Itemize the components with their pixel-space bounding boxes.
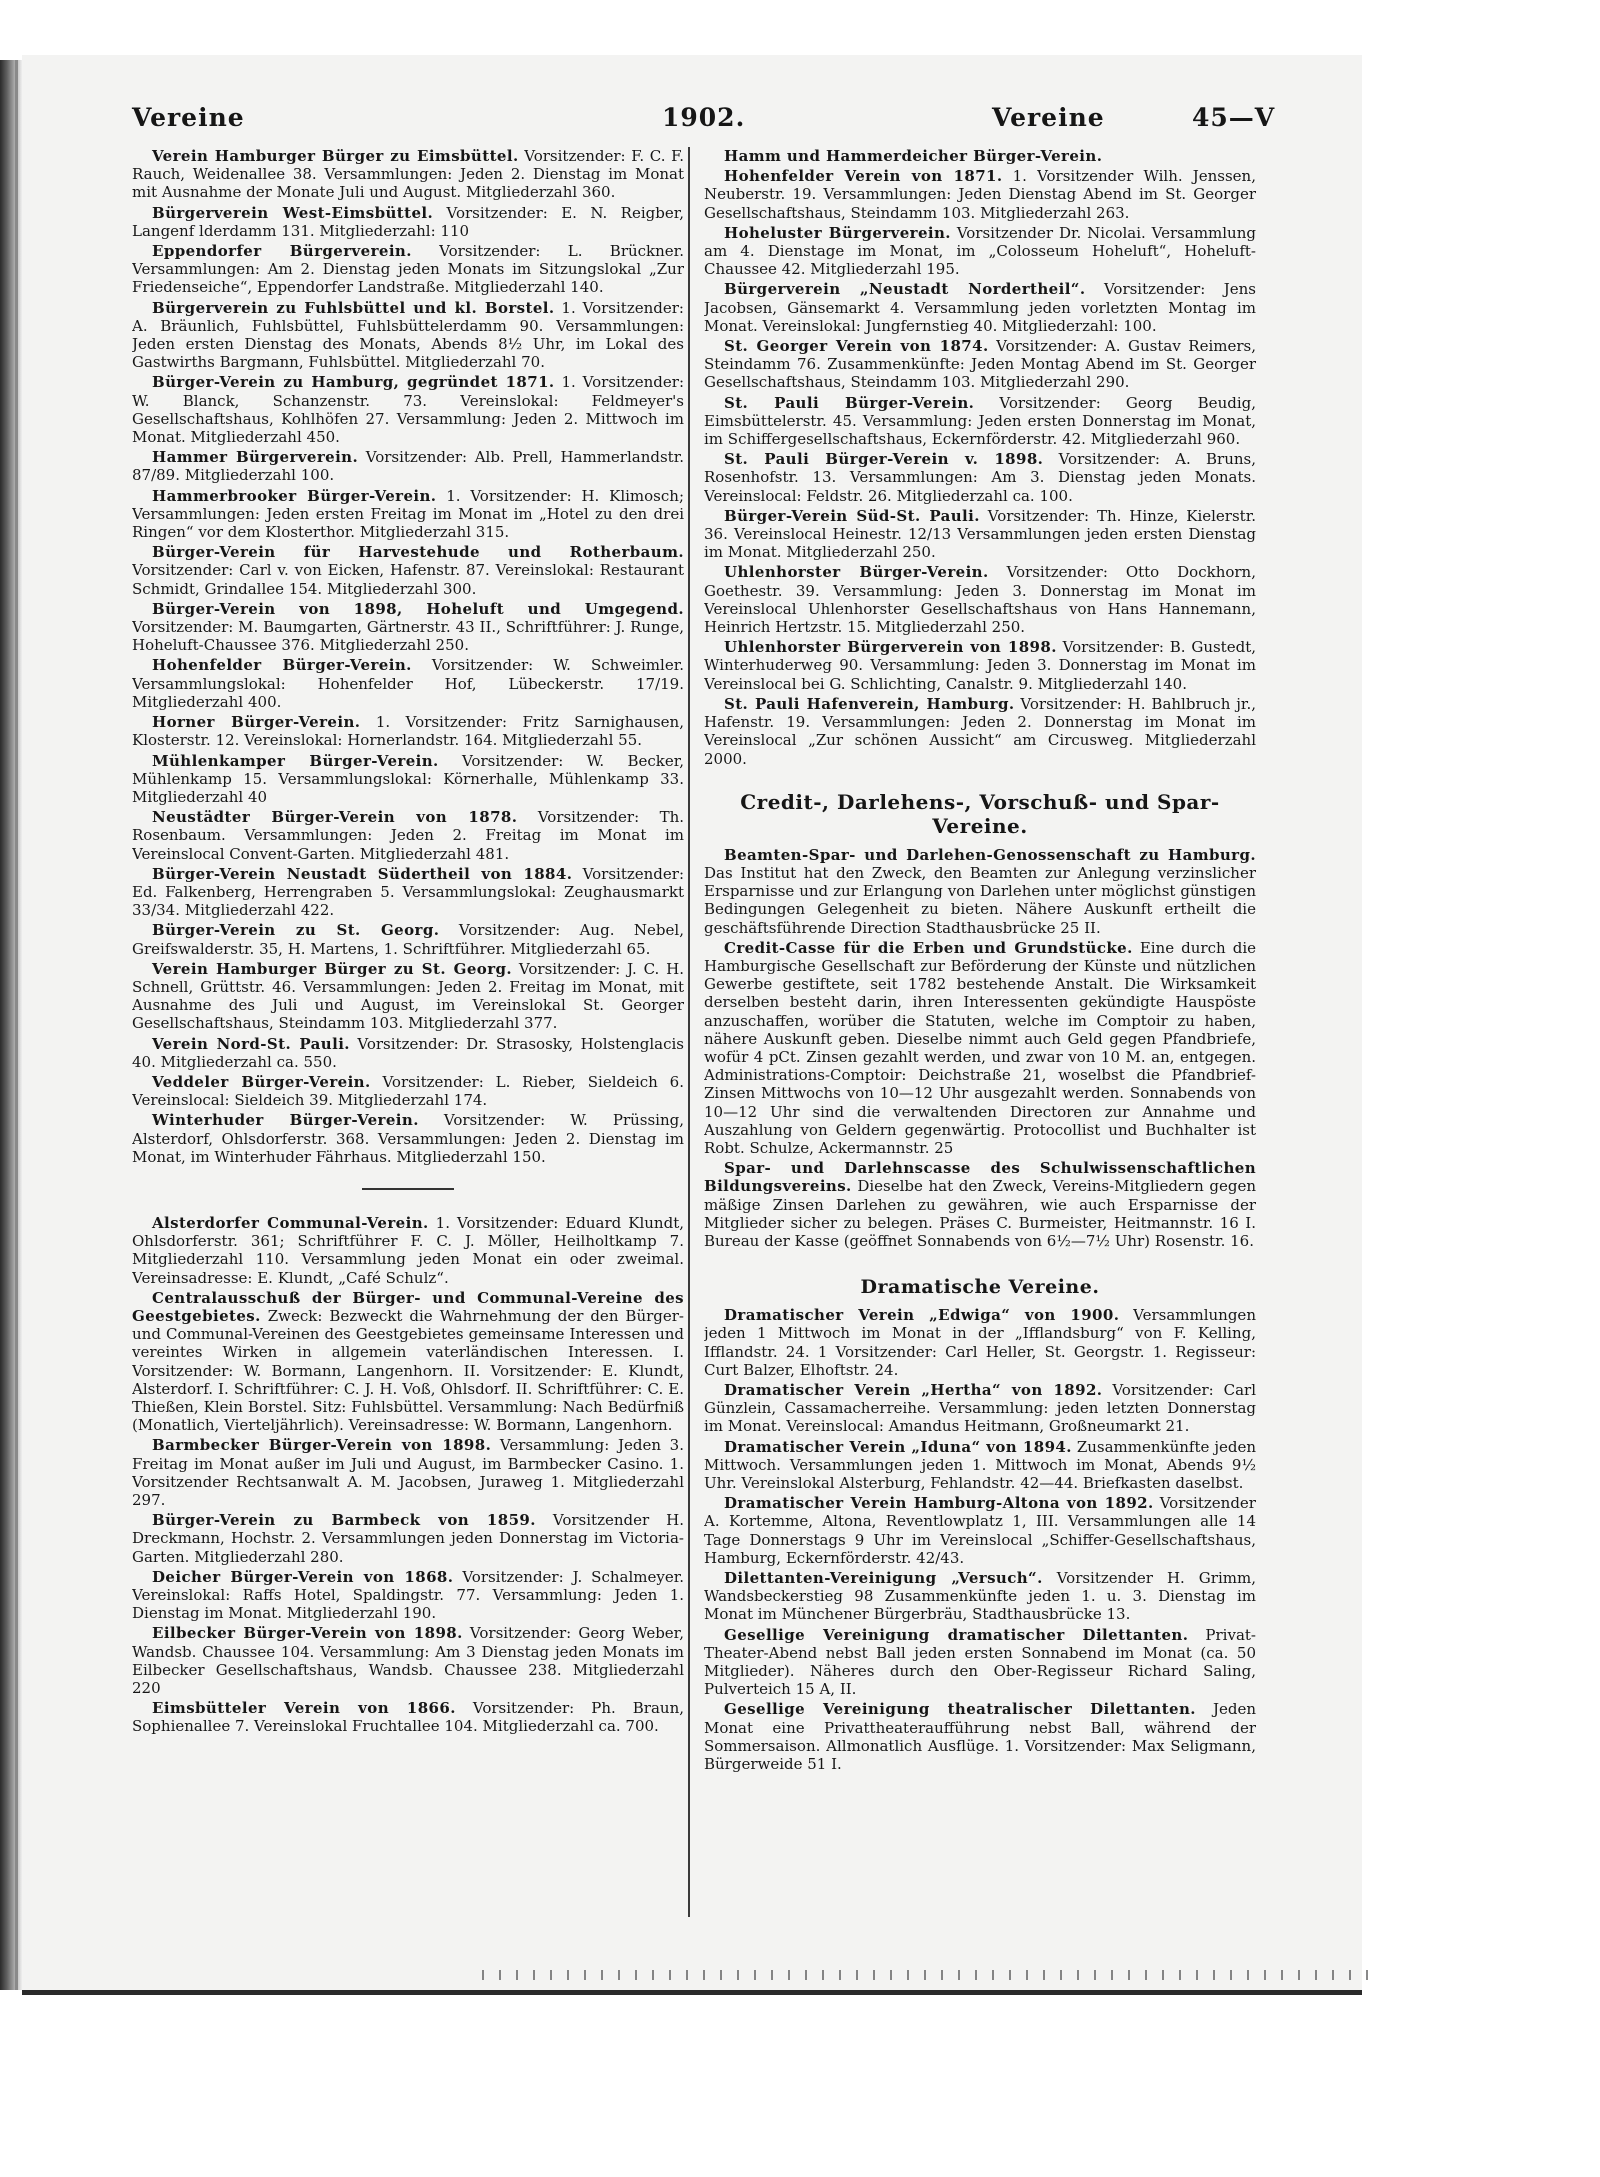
association-entry: [704, 563, 1256, 636]
association-entry: [704, 1159, 1256, 1250]
association-entry: [132, 960, 684, 1033]
right-column: [704, 147, 1256, 1937]
association-entry: [132, 1035, 684, 1071]
association-details: Vorsitzender H. Dreckmann, Hochstr. 2. Versammlungen jeden Donnerstag im Victoria-Garten. Mitgliederzahl 280.: [132, 1511, 684, 1566]
association-entry: [704, 1626, 1256, 1699]
association-details: Vorsitzender A. Kortemme, Altona, Reventlowplatz 1, III. Versammlungen alle 14 Tage Donnerstags 9 Uhr im Vereinslocal „Schiffer-Gesellschaftshaus, Hamburg, Eckernförderstr. 42/43.: [704, 1494, 1256, 1567]
association-details: Vorsitzender: F. C. F. Rauch, Weidenallee 38. Versammlungen: Jeden 2. Dienstag im Monat mit Ausnahme der Monate Juli und August. Mitgliederzahl 360.: [132, 147, 684, 202]
association-details: Vorsitzender: Carl Günzlein, Cassamacherreihe. Versammlung: jeden letzten Donnerstag im Monat. Vereinslocal: Amandus Heitmann, Großneumarkt 21.: [704, 1380, 1256, 1436]
association-name: Bürgerverein zu Fuhlsbüttel und kl. Borstel.: [152, 298, 555, 317]
association-entry: [132, 1214, 684, 1287]
association-name: Barmbecker Bürger-Verein von 1898.: [152, 1436, 492, 1455]
association-entry: [132, 600, 684, 655]
association-name: Hohenfelder Verein von 1871.: [724, 167, 1003, 186]
association-name: Bürgerverein „Neustadt Nordertheil“.: [724, 280, 1086, 299]
association-name: Bürger-Verein zu Barmbeck von 1859.: [152, 1511, 536, 1530]
buergervereine-list-left: [132, 147, 684, 1166]
association-details: Versammlungen jeden 1 Mittwoch im Monat in der „Ifflandsburg“ von F. Kelling, Ifflandstr. 24. 1 Vorsitzender: Carl Heller, St. Georgstr. 1. Regisseur: Curt Balzer, Elhoftstr. 24.: [704, 1306, 1256, 1379]
association-name: Hammer Bürgerverein.: [152, 448, 359, 467]
association-entry: [704, 394, 1256, 449]
association-details: Vorsitzender: Otto Dockhorn, Goethestr. 39. Versammlung: Jeden 3. Donnerstag im Monat im Vereinslocal Uhlenhorster Gesellschaftshaus von Hans Hannemann, Heinrich Hertzstr. 15. Mitgliederzahl 250.: [704, 563, 1256, 637]
association-details: Vorsitzender: W. Becker, Mühlenkamp 15. Versammlungslokal: Körnerhalle, Mühlenkamp 33. Mitgliederzahl 40: [132, 751, 684, 806]
association-entry: [704, 224, 1256, 279]
credit-section-title: Credit-, Darlehens-, Vorschuß- und Spar-Vereine.: [740, 789, 1220, 838]
association-entry: [132, 487, 684, 542]
header-right-title: Vereine: [992, 103, 1105, 132]
association-details: Vorsitzender: J. Schalmeyer. Vereinslokal: Raffs Hotel, Spaldingstr. 77. Versammlung: Jeden 1. Dienstag im Monat. Mitgliederzahl 190.: [132, 1567, 684, 1623]
association-entry: [132, 656, 684, 711]
association-name: Eppendorfer Bürgerverein.: [152, 242, 412, 261]
association-name: Bürger-Verein Neustadt Südertheil von 1884.: [152, 864, 573, 883]
association-entry: [704, 147, 1256, 165]
association-details: Zweck: Bezweckt die Wahrnehmung der den Bürger- und Communal-Vereinen des Geestgebietes gemeinsame Interessen und vereintes Wirken in allgemein vaterländischen Interessen. I. Vorsitzender: W. Bormann, Langenhorn. II. Vorsitzender: E. Klundt, Alsterdorf. I. Schriftführer: C. J. H. Voß, Ohlsdorf. II. Schriftführer: C. E. Thießen, Klein Borstel. Sitz: Fuhlsbüttel. Versammlung: Nach Bedürfniß (Monatlich, Vierteljährlich). Vereinsadresse: W. Bormann, Langenhorn.: [132, 1306, 684, 1435]
association-details: Vorsitzender: H. Bahlbruch jr., Hafenstr. 19. Versammlungen: Jeden 2. Donnerstag im Monat im Vereinslocal „Zur schönen Aussicht“ am Circusweg. Mitgliederzahl 2000.: [704, 694, 1256, 768]
association-name: Bürgerverein West-Eimsbüttel.: [152, 203, 434, 222]
association-name: Hoheluster Bürgerverein.: [724, 223, 951, 242]
association-name: Dramatischer Verein „Edwiga“ von 1900.: [724, 1306, 1120, 1325]
association-entry: [704, 695, 1256, 768]
association-details: Vorsitzender: Carl v. von Eicken, Hafenstr. 87. Vereinslokal: Restaurant Schmidt, Grindallee 154. Mitgliederzahl 300.: [132, 561, 684, 598]
association-name: Uhlenhorster Bürgerverein von 1898.: [724, 638, 1057, 657]
association-details: Vorsitzender: Georg Weber, Wandsb. Chaussee 104. Versammlung: Am 3 Dienstag jeden Monats im Eilbecker Gesellschaftshaus, Wandsb. Chaussee 238. Mitgliederzahl 220: [132, 1624, 684, 1698]
association-entry: [704, 939, 1256, 1157]
association-name: Bürger-Verein für Harvestehude und Rotherbaum.: [152, 543, 684, 562]
association-name: Bürger-Verein Süd-St. Pauli.: [724, 506, 980, 525]
association-entry: [132, 543, 684, 598]
association-details: Eine durch die Hamburgische Gesellschaft zur Beförderung der Künste und nützlichen Gewerbe gestiftete, seit 1782 bestehende Anstalt. Die Wirksamkeit derselben besteht darin, ihren Interessenten gekündigte Hauspöste anzuschaffen, worüber die Statuten, welche im Comptoir zu haben, nähere Auskunft geben. Dieselbe nimmt auch Geld gegen Pfandbriefe, wofür 4 pCt. Zinsen gezahlt werden, und zwar von 10 M. an, entgegen. Administrations-Comptoir: Deichstraße 21, woselbst die Pfandbrief-Zinsen Mittwochs von 10—12 Uhr ausgezahlt werden. Sonnabends von 10—12 Uhr sind die verwaltenden Directoren zur Annahme und Auszahlung von Geldern gegenwärtig. Protocollist und Buchhalter ist Robt. Schulze, Ackermannstr. 25: [704, 938, 1256, 1157]
association-name: Mühlenkamper Bürger-Verein.: [152, 751, 439, 770]
association-entry: [704, 1569, 1256, 1624]
association-name: Deicher Bürger-Verein von 1868.: [152, 1567, 454, 1586]
association-name: Verein Hamburger Bürger zu St. Georg.: [152, 959, 513, 978]
association-details: 1. Vorsitzender: Eduard Klundt, Ohlsdorferstr. 361; Schriftführer F. C. J. Möller, Heilholtkamp 7. Mitgliederzahl 110. Versammlung jeden Monat ein oder zweimal. Vereinsadresse: E. Klundt, „Café Schulz“.: [132, 1213, 684, 1287]
association-name: Dilettanten-Vereinigung „Versuch“.: [724, 1569, 1043, 1588]
association-entry: [704, 638, 1256, 693]
association-entry: [132, 1624, 684, 1697]
association-name: Gesellige Vereinigung dramatischer Dilettanten.: [724, 1625, 1189, 1644]
association-details: Vorsitzender: Jens Jacobsen, Gänsemarkt 4. Versammlung jeden vorletzten Montag im Monat. Vereinslokal: Jungfernstieg 40. Mitgliederzahl: 100.: [704, 280, 1256, 335]
header-page-number: 45—V: [1192, 103, 1276, 132]
association-entry: [704, 507, 1256, 562]
association-details: Vorsitzender Dr. Nicolai. Versammlung am 4. Dienstage im Monat, im „Colosseum Hoheluft“, Hoheluft-Chaussee 42. Mitgliederzahl 195.: [704, 223, 1256, 279]
header-year: 1902.: [662, 103, 746, 132]
association-details: Vorsitzender: M. Baumgarten, Gärtnerstr. 43 II., Schriftführer: J. Runge, Hoheluft-Chaussee 376. Mitgliederzahl 250.: [132, 618, 684, 655]
association-entry: [132, 865, 684, 920]
association-entry: [704, 846, 1256, 937]
association-name: Centralausschuß der Bürger- und Communal-Vereine des Geestgebietes.: [132, 1288, 684, 1325]
association-name: St. Georger Verein von 1874.: [724, 337, 989, 356]
association-name: Eimsbütteler Verein von 1866.: [152, 1699, 456, 1718]
section-separator: [362, 1188, 454, 1190]
association-entry: [132, 1073, 684, 1109]
association-details: Das Institut hat den Zweck, den Beamten zur Anlegung verzinslicher Ersparnisse und zur Erlangung von Darlehen unter möglichst günstigen Bedingungen Gelegenheit zu bieten. Nähere Auskunft ertheilt die geschäftsführende Direction Stadthausbrücke 25 II.: [704, 863, 1256, 937]
association-name: Credit-Casse für die Erben und Grundstücke.: [724, 938, 1133, 957]
association-name: St. Pauli Bürger-Verein.: [724, 393, 975, 412]
association-details: Vorsitzender: Alb. Prell, Hammerlandstr. 87/89. Mitgliederzahl 100.: [132, 448, 684, 485]
association-entry: [132, 242, 684, 297]
association-entry: [132, 1699, 684, 1735]
association-name: Alsterdorfer Communal-Verein.: [152, 1213, 429, 1232]
association-entry: [132, 713, 684, 749]
association-entry: [132, 373, 684, 446]
association-details: Vorsitzender: Th. Rosenbaum. Versammlungen: Jeden 2. Freitag im Monat im Vereinslocal Convent-Garten. Mitgliederzahl 481.: [132, 808, 684, 863]
buergervereine-list-right: [704, 147, 1256, 768]
association-entry: [132, 1568, 684, 1623]
association-details: Vorsitzender: Ed. Falkenberg, Herrengraben 5. Versammlungslokal: Zeughausmarkt 33/34. Mitgliederzahl 422.: [132, 864, 684, 920]
column-divider: [688, 147, 690, 1917]
association-details: Vorsitzender: Ph. Braun, Sophienallee 7. Vereinslokal Fruchtallee 104. Mitgliederzahl ca. 700.: [132, 1699, 684, 1736]
association-details: Vorsitzender: Aug. Nebel, Greifswalderstr. 35, H. Martens, 1. Schriftführer. Mitgliederzahl 65.: [132, 921, 684, 958]
association-name: St. Pauli Bürger-Verein v. 1898.: [724, 450, 1044, 469]
credit-list: [704, 846, 1256, 1250]
association-details: 1. Vorsitzender: H. Klimosch; Versammlungen: Jeden ersten Freitag im Monat im „Hotel zu den drei Ringen“ vor dem Klosterthor. Mitgliederzahl 315.: [132, 486, 684, 542]
association-details: Dieselbe hat den Zweck, Vereins-Mitgliedern gegen mäßige Zinsen Darlehen zu gewähren, wie auch Ersparnisse der Mitglieder sicher zu belegen. Präses C. Burmeister, Heitmannstr. 16 I. Bureau der Kasse (geöffnet Sonnabends von 6½—7½ Uhr) Rosenstr. 16.: [704, 1177, 1256, 1250]
drama-list: [704, 1306, 1256, 1773]
association-details: Jeden Monat eine Privattheateraufführung nebst Ball, während der Sommersaison. Allmonatlich Ausflüge. 1. Vorsitzender: Max Seligmann, Bürgerweide 51 I.: [704, 1700, 1256, 1774]
association-entry: [132, 1511, 684, 1566]
left-column: [132, 147, 684, 1937]
association-name: Dramatischer Verein „Hertha“ von 1892.: [724, 1380, 1103, 1399]
association-entry: [704, 1306, 1256, 1379]
association-entry: [132, 1436, 684, 1509]
association-details: Vorsitzender: E. N. Reigber, Langenf lderdamm 131. Mitgliederzahl: 110: [132, 203, 684, 240]
association-entry: [132, 147, 684, 202]
association-details: Vorsitzender: W. Prüssing, Alsterdorf, Ohlsdorferstr. 368. Versammlungen: Jeden 2. Dienstag im Monat, im Winterhuder Fährhaus. Mitgliederzahl 150.: [132, 1111, 684, 1166]
association-name: Dramatischer Verein „Iduna“ von 1894.: [724, 1437, 1072, 1456]
association-details: Vorsitzender: W. Schweimler. Versammlungslokal: Hohenfelder Hof, Lübeckerstr. 17/19. Mitgliederzahl 400.: [132, 656, 684, 711]
association-details: 1. Vorsitzender: Fritz Sarnighausen, Klosterstr. 12. Vereinslokal: Hornerlandstr. 164. Mitgliederzahl 55.: [132, 713, 684, 750]
association-entry: [704, 280, 1256, 335]
association-name: Uhlenhorster Bürger-Verein.: [724, 563, 989, 582]
association-name: Verein Hamburger Bürger zu Eimsbüttel.: [152, 147, 519, 165]
association-entry: [132, 1289, 684, 1435]
association-details: Vorsitzender: Georg Beudig, Eimsbüttelerstr. 45. Versammlung: Jeden ersten Donnerstag im Monat, im Schiffergesellschaftshaus, Eckernförderstr. 42. Mitgliederzahl 960.: [704, 393, 1256, 449]
association-details: Zusammenkünfte jeden Mittwoch. Versammlungen jeden 1. Mittwoch im Monat, Abends 9½ Uhr. Vereinslokal Alsterburg, Fehlandstr. 42—44. Briefkasten daselbst.: [704, 1437, 1256, 1492]
association-details: Vorsitzender: L. Brückner. Versammlungen: Am 2. Dienstag jeden Monats im Sitzungslokal „Zur Friedenseiche“, Eppendorfer Landstraße. Mitgliederzahl 140.: [132, 242, 684, 297]
association-details: 1. Vorsitzender: W. Blanck, Schanzenstr. 73. Vereinslokal: Feldmeyer's Gesellschaftshaus, Kohlhöfen 27. Versammlung: Jeden 2. Mittwoch im Monat. Mitgliederzahl 450.: [132, 373, 684, 447]
association-entry: [132, 448, 684, 484]
association-details: Vorsitzender: Th. Hinze, Kielerstr. 36. Vereinslocal Heinestr. 12/13 Versammlungen jeden ersten Dienstag im Monat. Mitgliederzahl 250.: [704, 506, 1256, 562]
association-name: Hohenfelder Bürger-Verein.: [152, 656, 412, 675]
running-header: [132, 103, 1276, 143]
association-entry: [704, 337, 1256, 392]
scan-edge-ticks: [482, 1970, 1382, 1980]
association-entry: [132, 204, 684, 240]
association-details: Vorsitzender H. Grimm, Wandsbeckerstieg 98 Zusammenkünfte jeden 1. u. 3. Dienstag im Monat im Münchener Bürgerbräu, Stadthausbrücke 13.: [704, 1569, 1256, 1624]
association-name: Beamten-Spar- und Darlehen-Genossenschaft zu Hamburg.: [724, 845, 1256, 864]
association-entry: [704, 1494, 1256, 1567]
association-name: Dramatischer Verein Hamburg-Altona von 1892.: [724, 1494, 1154, 1513]
communalvereine-list: [132, 1214, 684, 1736]
association-entry: [704, 1381, 1256, 1436]
association-name: Horner Bürger-Verein.: [152, 713, 361, 732]
association-details: Vorsitzender: Dr. Strasosky, Holstenglacis 40. Mitgliederzahl ca. 550.: [132, 1034, 684, 1071]
association-details: Privat-Theater-Abend nebst Ball jeden ersten Sonnabend im Monat (ca. 50 Mitglieder). Näheres durch den Ober-Regisseur Richard Saling, Pulverteich 15 A, II.: [704, 1625, 1256, 1699]
association-name: Bürger-Verein von 1898, Hoheluft und Umgegend.: [152, 599, 684, 618]
association-name: Spar- und Darlehnscasse des Schulwissenschaftlichen Bildungsvereins.: [704, 1159, 1256, 1196]
drama-section-title: Dramatische Vereine.: [860, 1276, 1100, 1299]
association-details: 1. Vorsitzender: A. Bräunlich, Fuhlsbüttel, Fuhlsbüttelerdamm 90. Versammlungen: Jeden ersten Dienstag des Monats, Abends 8½ Uhr, im Lokal des Gastwirths Bargmann, Fuhlsbüttel. Mitgliederzahl 70.: [132, 298, 684, 372]
association-entry: [704, 1438, 1256, 1493]
scan-binding-edge: [0, 60, 22, 1990]
association-name: Gesellige Vereinigung theatralischer Dilettanten.: [724, 1700, 1196, 1719]
association-name: St. Pauli Hafenverein, Hamburg.: [724, 694, 1015, 713]
association-details: 1. Vorsitzender Wilh. Jenssen, Neuberstr. 19. Versammlungen: Jeden Dienstag Abend im St. Georger Gesellschaftshaus, Steindamm 103. Mitgliederzahl 263.: [704, 167, 1256, 222]
association-name: Veddeler Bürger-Verein.: [152, 1072, 371, 1091]
association-name: Bürger-Verein zu Hamburg, gegründet 1871.: [152, 373, 555, 392]
association-entry: [704, 450, 1256, 505]
association-entry: [132, 299, 684, 372]
association-name: Verein Nord-St. Pauli.: [152, 1034, 350, 1053]
association-entry: [704, 1700, 1256, 1773]
association-entry: [132, 752, 684, 807]
association-name: Neustädter Bürger-Verein von 1878.: [152, 808, 518, 827]
association-details: Vorsitzender: J. C. H. Schnell, Grüttstr. 46. Versammlungen: Jeden 2. Freitag im Monat, mit Ausnahme des Juli und August, im Vereinslokal St. Georger Gesellschaftshaus, Steindamm 103. Mitgliederzahl 377.: [132, 959, 684, 1033]
association-entry: [704, 167, 1256, 222]
association-name: Winterhuder Bürger-Verein.: [152, 1111, 419, 1130]
association-entry: [132, 808, 684, 863]
document-page: [22, 55, 1362, 1995]
association-name: Eilbecker Bürger-Verein von 1898.: [152, 1624, 463, 1643]
association-name: Bürger-Verein zu St. Georg.: [152, 921, 440, 940]
association-details: Vorsitzender: A. Bruns, Rosenhofstr. 13. Versammlungen: Am 3. Dienstag jeden Monats. Vereinslocal: Feldstr. 26. Mitgliederzahl ca. 100.: [704, 450, 1256, 505]
association-details: Versammlung: Jeden 3. Freitag im Monat außer im Juli und August, im Barmbecker Casino. 1. Vorsitzender Rechtsanwalt A. M. Jacobsen, Juraweg 1. Mitgliederzahl 297.: [132, 1436, 684, 1510]
association-name: Hamm und Hammerdeicher Bürger-Verein.: [724, 147, 1103, 165]
association-details: Vorsitzender: A. Gustav Reimers, Steindamm 76. Zusammenkünfte: Jeden Montag Abend im St. Georger Gesellschaftshaus, Steindamm 103. Mitgliederzahl 290.: [704, 337, 1256, 392]
association-details: Vorsitzender: B. Gustedt, Winterhuderweg 90. Versammlung: Jeden 3. Donnerstag im Monat im Vereinslocal bei G. Schlichting, Canalstr. 9. Mitgliederzahl 140.: [704, 638, 1256, 693]
association-details: Vorsitzender: L. Rieber, Sieldeich 6. Vereinslocal: Sieldeich 39. Mitgliederzahl 174.: [132, 1072, 684, 1110]
association-entry: [132, 1111, 684, 1166]
association-entry: [132, 921, 684, 957]
association-name: Hammerbrooker Bürger-Verein.: [152, 486, 437, 505]
header-left-title: Vereine: [132, 103, 245, 132]
